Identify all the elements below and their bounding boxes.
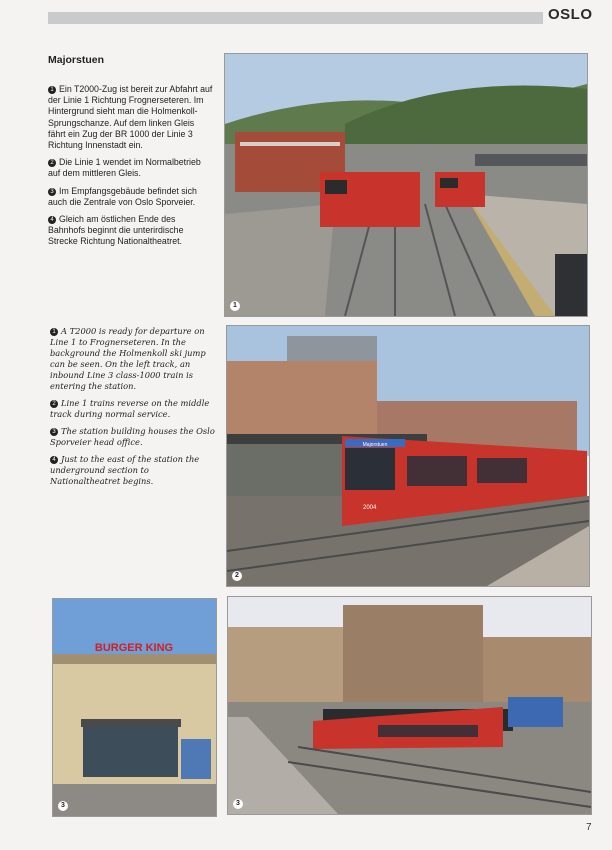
caption-number: 1 (48, 86, 56, 94)
burger-king-sign: BURGER KING (94, 642, 174, 654)
english-caption (50, 426, 218, 448)
train-number: 2004 (363, 505, 377, 511)
caption-text: The station building houses the Oslo Sporveier head office. (50, 426, 215, 447)
caption-number: 4 (50, 456, 58, 464)
photo-t2000-train (226, 325, 590, 587)
photo-illustration (228, 597, 591, 814)
caption-text: Line 1 trains reverse on the middle track during normal service. (50, 398, 210, 419)
photo-tunnel-portal (227, 596, 592, 815)
english-caption (50, 398, 218, 420)
photo-number-badge: 3 (58, 801, 68, 811)
caption-number: 3 (50, 428, 58, 436)
photo-station-building (52, 598, 217, 817)
caption-number: 2 (48, 159, 56, 167)
caption-number: 3 (48, 188, 56, 196)
caption-text: A T2000 is ready for departure on Line 1 to Frognerseteren. In the background the Holmenkoll ski jump can be seen. On the left track, an inbound Line 3 class-1000 train is entering the station. (50, 326, 206, 391)
header-title: OSLO (548, 6, 593, 23)
photo-illustration (53, 599, 216, 816)
german-caption (48, 84, 214, 151)
caption-text: Ein T2000-Zug ist bereit zur Abfahrt auf der Linie 1 Richtung Frognerseteren. Im Hintergrund sieht man die Holmenkoll-Sprungschanze. Auf dem linken Gleis fährt ein Zug der BR 1000 der Linie 3 Richtung Innenstadt ein. (48, 84, 213, 151)
german-captions (48, 84, 214, 254)
photo-illustration (227, 326, 589, 586)
caption-number: 1 (50, 328, 58, 336)
page-number: 7 (586, 822, 592, 833)
header-bar (48, 12, 543, 24)
photo-number-badge: 2 (232, 571, 242, 581)
photo-number-badge: 1 (230, 301, 240, 311)
caption-text: Gleich am östlichen Ende des Bahnhofs beginnt die unterirdische Strecke Richtung Nationaltheatret. (48, 214, 184, 247)
caption-text: Just to the east of the station the underground section to Nationaltheatret begins. (50, 454, 200, 486)
german-caption (48, 214, 214, 248)
photo-illustration (225, 54, 587, 316)
german-caption (48, 157, 214, 179)
english-captions (50, 326, 218, 493)
caption-text: Die Linie 1 wendet im Normalbetrieb auf dem mittleren Gleis. (48, 157, 201, 179)
english-caption (50, 454, 218, 487)
caption-text: Im Empfangsgebäude befindet sich auch die Zentrale von Oslo Sporveier. (48, 185, 197, 207)
english-caption (50, 326, 218, 392)
german-caption (48, 186, 214, 208)
photo-station-platforms (224, 53, 588, 317)
section-title: Majorstuen (48, 54, 105, 66)
photo-number-badge: 3 (233, 799, 243, 809)
caption-number: 4 (48, 216, 56, 224)
caption-number: 2 (50, 400, 58, 408)
train-destination: Majorstuen (362, 442, 388, 448)
